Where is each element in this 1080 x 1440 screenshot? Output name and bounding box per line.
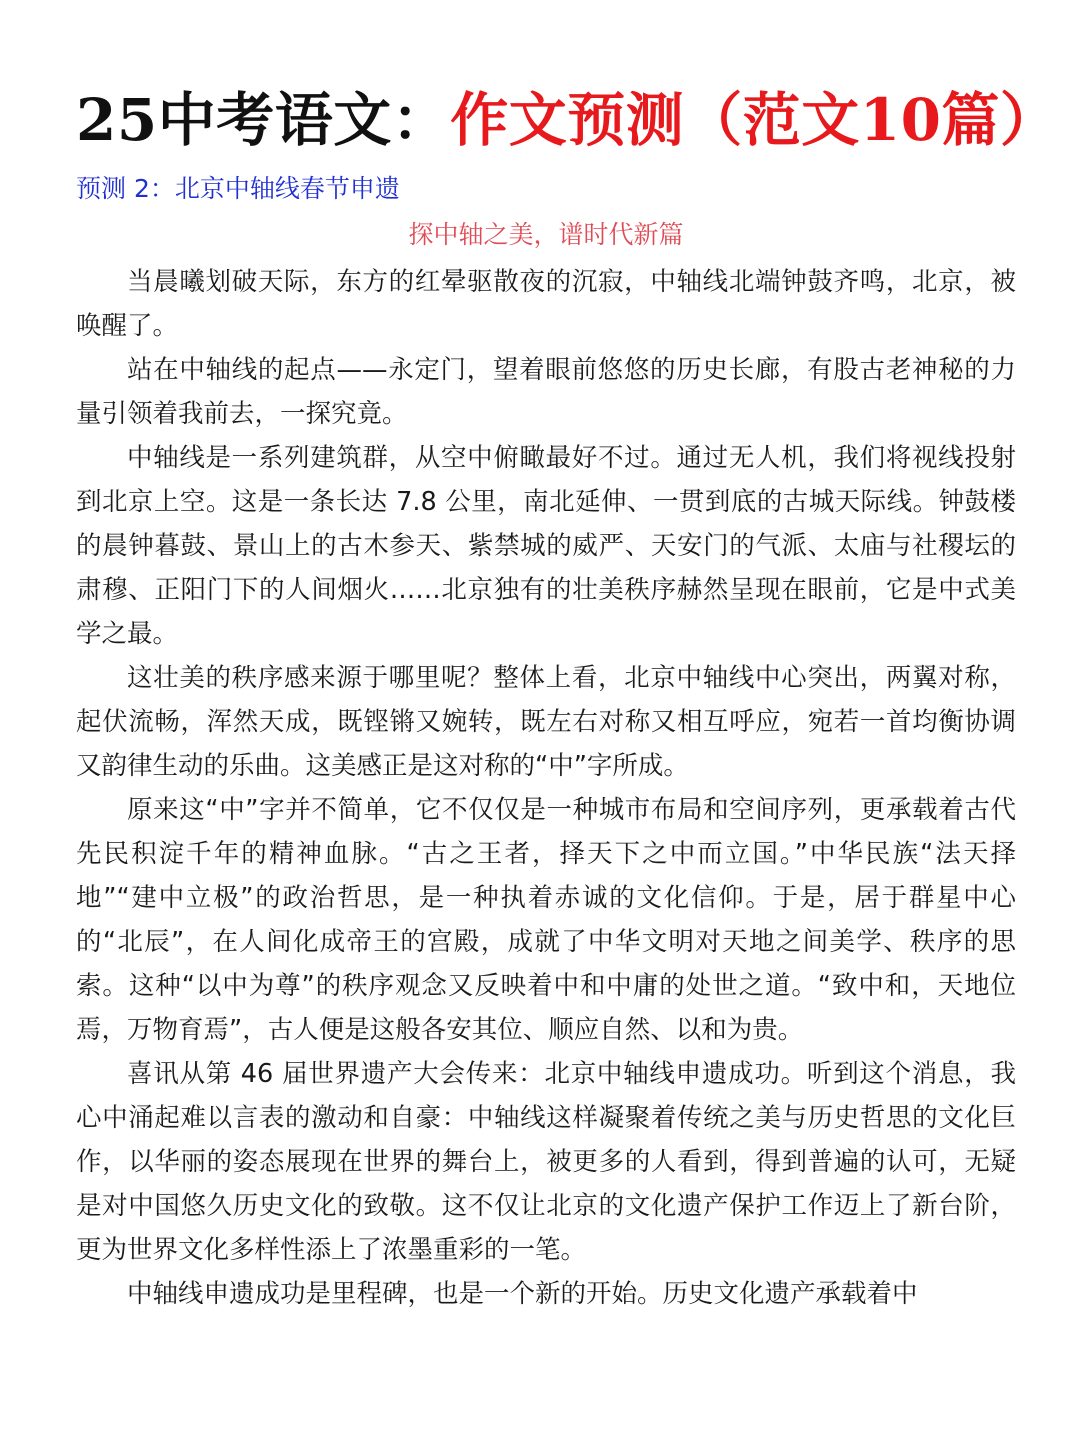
- essay-paragraph: 原来这“中”字并不简单，它不仅仅是一种城市布局和空间序列，更承载着古代先民积淀千年的精神血脉。“古之王者，择天下之中而立国。”中华民族“法天择地”“建中立极”的政治哲思，是一种执着赤诚的文化信仰。于是，居于群星中心的“北辰”，在人间化成帝王的宫殿，成就了中华文明对天地之间美学、秩序的思索。这种“以中为尊”的秩序观念又反映着中和中庸的处世之道。“致中和，天地位焉，万物育焉”，古人便是这般各安其位、顺应自然、以和为贵。: [76, 795, 1016, 1045]
- essay-body: [76, 260, 1016, 1316]
- page-title-red: 作文预测（范文10篇）: [450, 86, 1059, 154]
- prediction-subtitle: 预测 2：北京中轴线春节申遗: [76, 174, 400, 203]
- page-title-black: 25中考语文：: [76, 86, 451, 154]
- essay-paragraph: 当晨曦划破天际，东方的红晕驱散夜的沉寂，中轴线北端钟鼓齐鸣，北京，被唤醒了。: [76, 267, 1016, 341]
- essay-title: 探中轴之美，谱时代新篇: [408, 220, 684, 249]
- essay-paragraph: 中轴线是一系列建筑群，从空中俯瞰最好不过。通过无人机，我们将视线投射到北京上空。这是一条长达 7.8 公里，南北延伸、一贯到底的古城天际线。钟鼓楼的晨钟暮鼓、景山上的古木参天、紫禁城的威严、天安门的气派、太庙与社稷坛的肃穆、正阳门下的人间烟火……北京独有的壮美秩序赫然呈现在眼前，它是中式美学之最。: [76, 443, 1016, 649]
- page-title: [76, 80, 1059, 160]
- essay-paragraph: 中轴线申遗成功是里程碑，也是一个新的开始。历史文化遗产承载着中: [127, 1279, 918, 1309]
- essay-paragraph: 喜讯从第 46 届世界遗产大会传来：北京中轴线申遗成功。听到这个消息，我心中涌起难以言表的激动和自豪：中轴线这样凝聚着传统之美与历史哲思的文化巨作，以华丽的姿态展现在世界的舞台上，被更多的人看到，得到普遍的认可，无疑是对中国悠久历史文化的致敬。这不仅让北京的文化遗产保护工作迈上了新台阶，更为世界文化多样性添上了浓墨重彩的一笔。: [76, 1059, 1016, 1265]
- essay-paragraph: 这壮美的秩序感来源于哪里呢？整体上看，北京中轴线中心突出，两翼对称，起伏流畅，浑然天成，既铿锵又婉转，既左右对称又相互呼应，宛若一首均衡协调又韵律生动的乐曲。这美感正是这对称的“中”字所成。: [76, 663, 1016, 781]
- essay-paragraph: 站在中轴线的起点——永定门，望着眼前悠悠的历史长廊，有股古老神秘的力量引领着我前去，一探究竟。: [76, 355, 1016, 429]
